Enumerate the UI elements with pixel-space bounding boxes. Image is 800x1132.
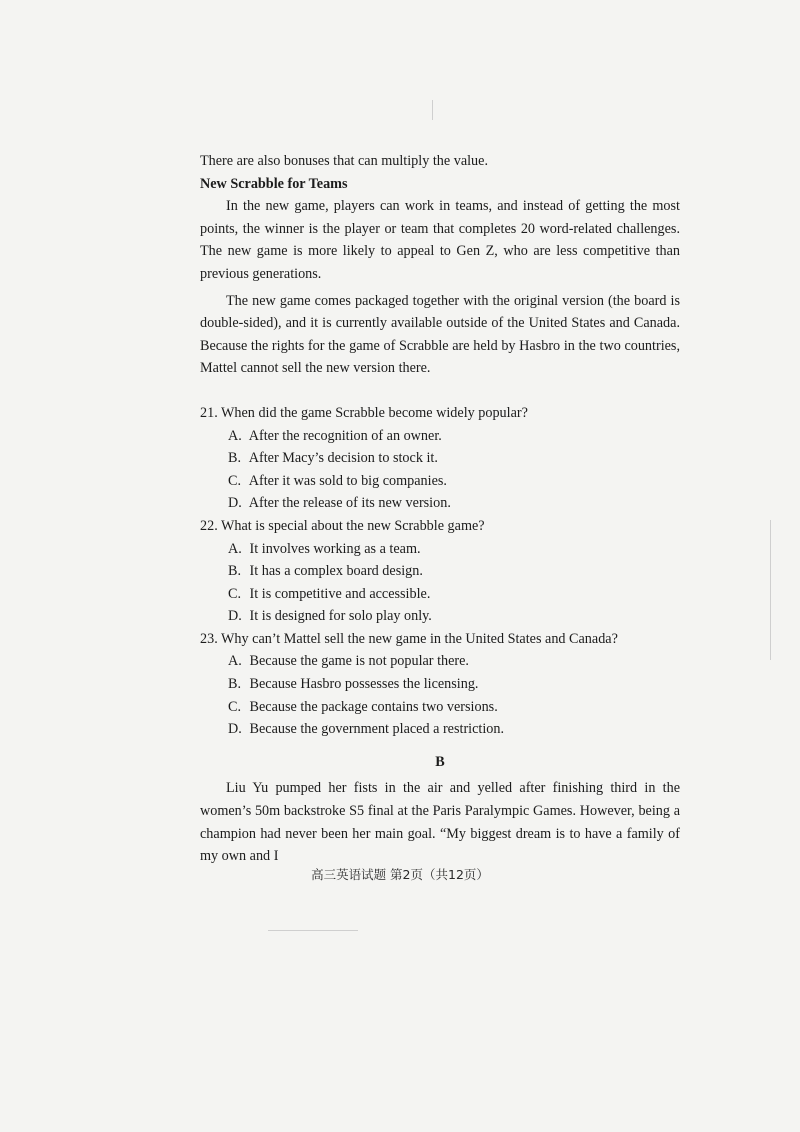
question-21 <box>200 402 680 515</box>
question-stem: 21. When did the game Scrabble become widely popular? <box>200 404 528 421</box>
option-text: Because the government placed a restriction. <box>249 721 505 738</box>
option-letter: D. <box>228 721 242 738</box>
option-letter: A. <box>228 427 242 444</box>
option-text: It is designed for solo play only. <box>249 608 432 625</box>
option-text: After the recognition of an owner. <box>248 427 442 444</box>
option-text: Because the package contains two versions. <box>249 698 498 715</box>
option-b[interactable] <box>200 673 680 696</box>
option-text: After it was sold to big companies. <box>248 472 447 489</box>
passage-a-paragraph-2: The new game comes packaged together with the original version (the board is double-sided), and it is currently available outside of the United States and Canada. Because the rights for the game of Scrabble are held by Hasbro in the two countries, Mattel cannot sell the new version there. <box>200 292 680 377</box>
option-letter: D. <box>228 495 242 512</box>
option-c[interactable] <box>200 470 680 493</box>
option-text: After Macy’s decision to stock it. <box>248 450 438 467</box>
option-letter: B. <box>228 676 242 693</box>
option-letter: C. <box>228 698 242 715</box>
question-23 <box>200 628 680 741</box>
scan-mark <box>268 930 358 931</box>
option-text: Because Hasbro possesses the licensing. <box>249 676 479 693</box>
option-letter: C. <box>228 472 242 489</box>
passage-a-first-line: There are also bonuses that can multiply the value. <box>200 153 488 169</box>
option-text: It is competitive and accessible. <box>249 585 431 602</box>
option-c[interactable] <box>200 583 680 606</box>
option-letter: A. <box>228 540 242 557</box>
scan-mark <box>770 520 771 660</box>
option-text: It has a complex board design. <box>249 563 423 580</box>
passage-a-paragraph-1: In the new game, players can work in teams, and instead of getting the most points, the winner is the player or team that completes 20 word-related challenges. The new game is more likely to appeal to Gen Z, who are less competitive than previous generations. <box>200 198 680 282</box>
option-letter: C. <box>228 585 242 602</box>
option-b[interactable] <box>200 447 680 470</box>
option-letter: B. <box>228 563 242 580</box>
option-d[interactable] <box>200 492 680 515</box>
option-text: After the release of its new version. <box>248 495 451 512</box>
option-d[interactable] <box>200 718 680 741</box>
option-b[interactable] <box>200 560 680 583</box>
option-letter: A. <box>228 653 242 670</box>
option-a[interactable] <box>200 650 680 673</box>
option-letter: B. <box>228 450 242 467</box>
passage-a-heading: New Scrabble for Teams <box>200 175 348 192</box>
passage-b-paragraph-1: Liu Yu pumped her fists in the air and yelled after finishing third in the women’s 50m backstroke S5 final at the Paris Paralympic Games. However, being a champion had never been her main goal. “My biggest dream is to have a family of my own and I <box>200 780 680 865</box>
option-letter: D. <box>228 608 242 625</box>
scan-mark <box>432 100 433 120</box>
section-b-label: B <box>435 753 445 770</box>
option-a[interactable] <box>200 425 680 448</box>
option-d[interactable] <box>200 605 680 628</box>
question-stem: 23. Why can’t Mattel sell the new game in the United States and Canada? <box>200 630 618 647</box>
option-text: It involves working as a team. <box>249 540 421 557</box>
page-footer: 高三英语试题 第2页（共12页） <box>311 867 489 882</box>
question-stem: 22. What is special about the new Scrabble game? <box>200 517 485 534</box>
option-text: Because the game is not popular there. <box>249 653 469 670</box>
option-a[interactable] <box>200 538 680 561</box>
option-c[interactable] <box>200 696 680 719</box>
page-content <box>200 150 680 868</box>
question-22 <box>200 515 680 628</box>
